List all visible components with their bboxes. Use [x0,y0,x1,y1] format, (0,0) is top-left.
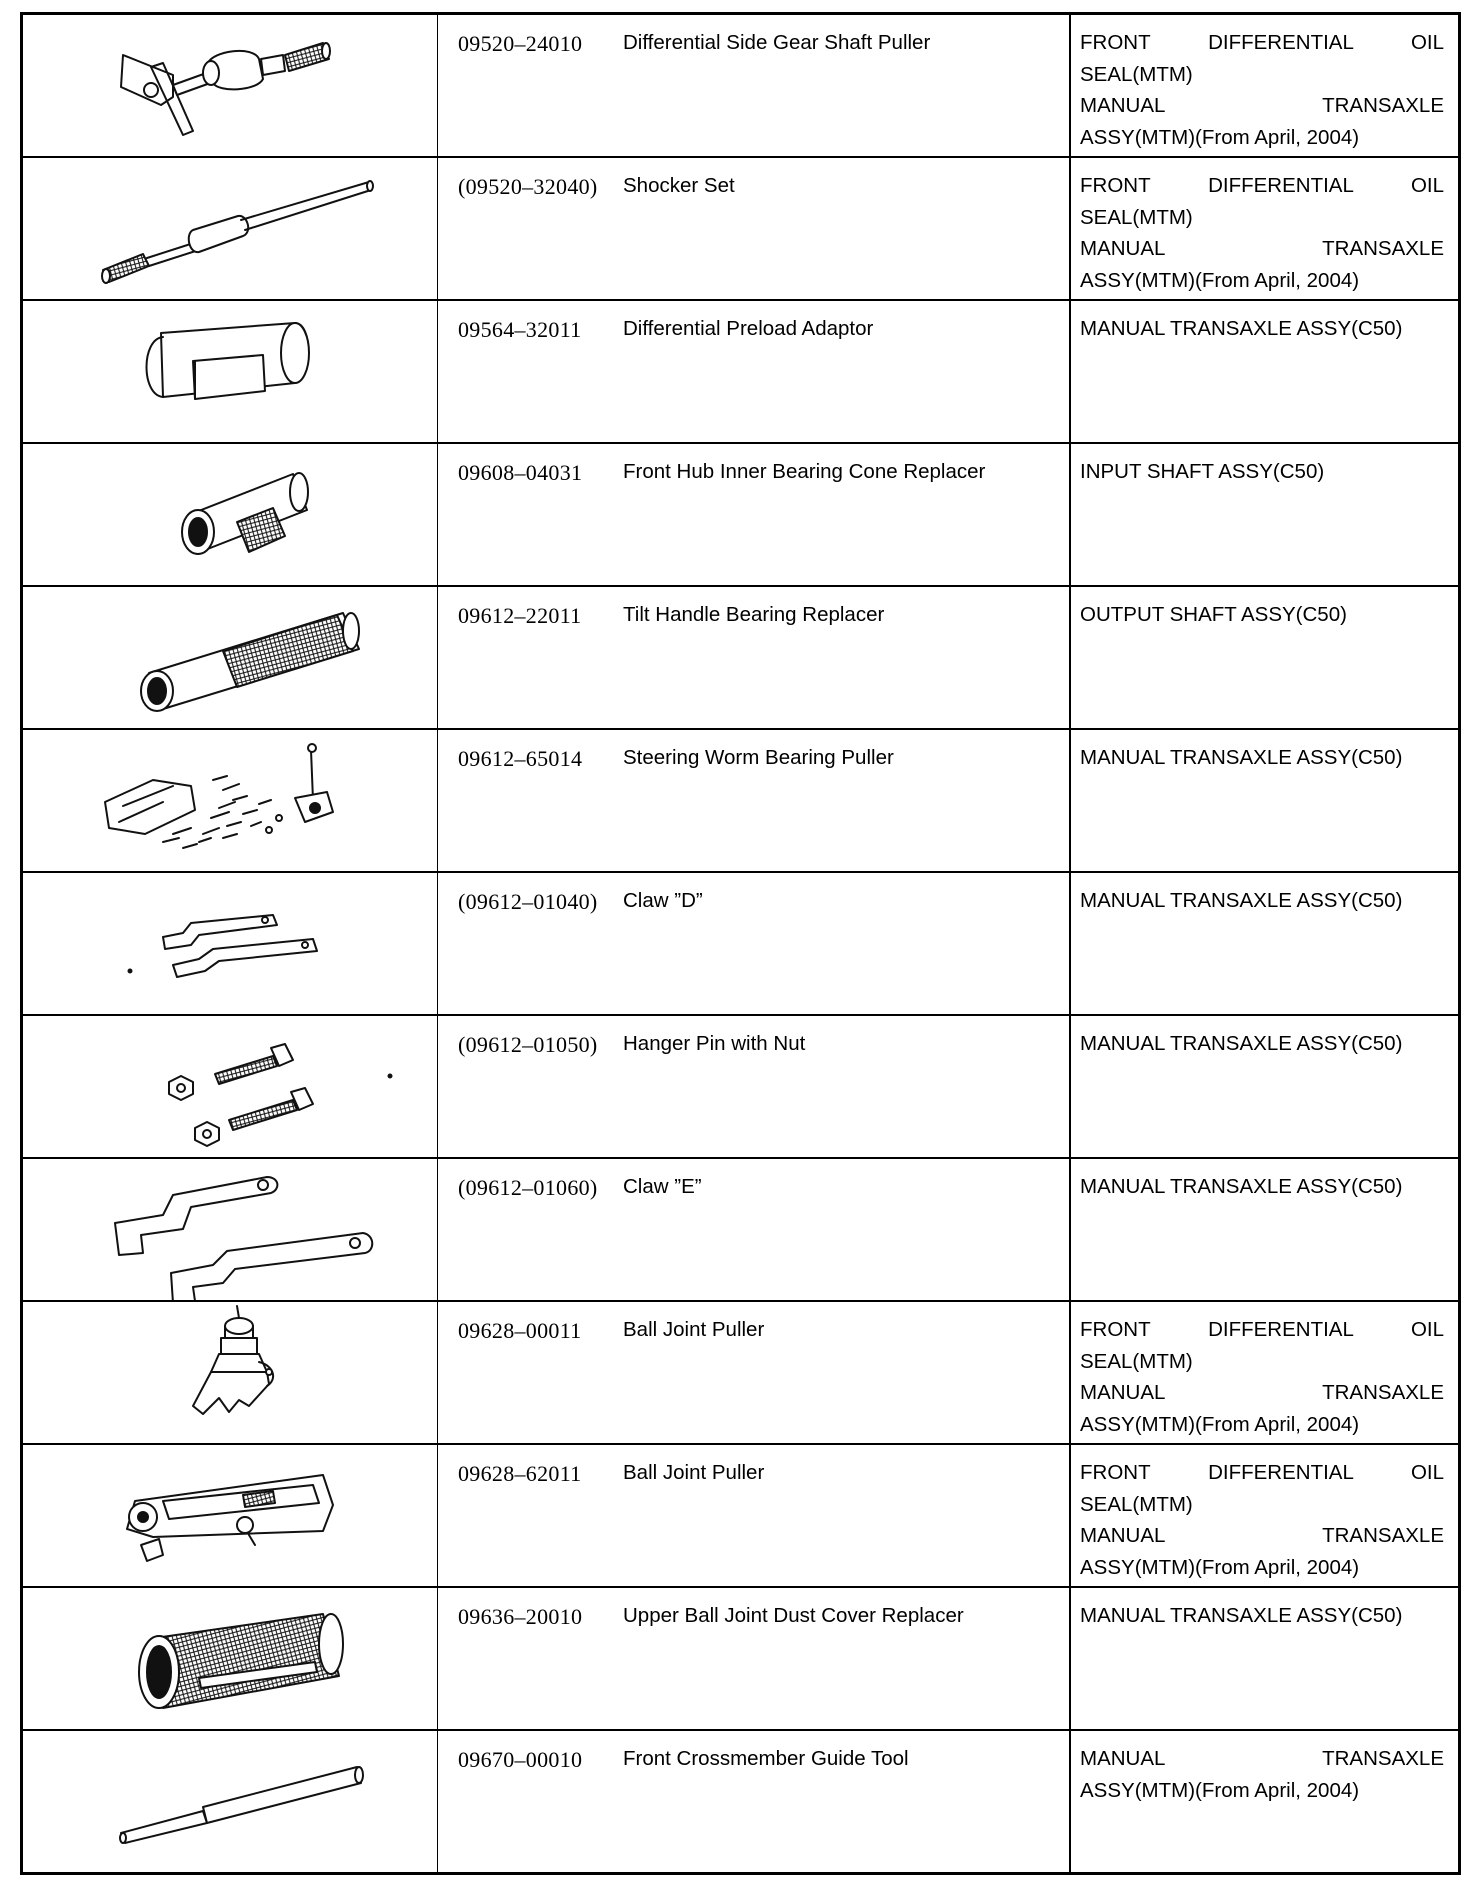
applicable-unit-text [1071,587,1458,631]
part-number: 09520–24010 [458,31,583,56]
applicable-unit-cell [1070,443,1460,586]
tool-name: Differential Side Gear Shaft Puller [623,31,931,54]
applicable-unit-line: MANUAL TRANSAXLE [1080,1381,1444,1404]
applicable-unit-line: MANUAL TRANSAXLE [1080,1524,1444,1547]
part-number-cell [438,586,617,729]
ball-joint-puller-icon [23,1302,437,1443]
applicable-unit-cell [1070,14,1460,158]
applicable-unit-line: OUTPUT SHAFT ASSY(C50) [1080,603,1347,626]
applicable-unit-line: SEAL(MTM) [1080,205,1193,229]
part-number-cell [438,1015,617,1158]
applicable-unit-cell [1070,729,1460,872]
applicable-unit-line: ASSY(MTM)(From April, 2004) [1080,1555,1360,1579]
applicable-unit-line: SEAL(MTM) [1080,62,1193,86]
tool-row [22,157,1460,300]
applicable-unit-line: MANUAL TRANSAXLE ASSY(C50) [1080,746,1403,769]
tool-illustration-cell [22,1730,438,1874]
applicable-unit-text [1071,873,1458,917]
tool-row [22,729,1460,872]
part-number: (09612–01050) [458,1032,598,1057]
applicable-unit-cell [1070,586,1460,729]
tool-row [22,586,1460,729]
tool-illustration-cell [22,1158,438,1301]
tool-row [22,1730,1460,1874]
tool-name: Steering Worm Bearing Puller [623,746,894,769]
tool-illustration-cell [22,14,438,158]
applicable-unit-line: MANUAL TRANSAXLE [1080,94,1444,117]
applicable-unit-line: SEAL(MTM) [1080,1349,1193,1373]
tool-name: Hanger Pin with Nut [623,1032,806,1055]
tool-name: Shocker Set [623,174,735,197]
part-number: (09520–32040) [458,174,598,199]
tool-row [22,1301,1460,1444]
applicable-unit-cell [1070,872,1460,1015]
part-number-cell [438,872,617,1015]
hanger-pin-nut-icon [23,1016,437,1157]
part-number: 09628–62011 [458,1461,582,1486]
applicable-unit-text [1071,1445,1458,1583]
applicable-unit-line: ASSY(MTM)(From April, 2004) [1080,1412,1360,1436]
tool-name-cell [616,872,1070,1015]
part-number: 09628–00011 [458,1318,582,1343]
tool-row [22,1015,1460,1158]
tool-name: Upper Ball Joint Dust Cover Replacer [623,1604,964,1627]
applicable-unit-line: SEAL(MTM) [1080,1492,1193,1516]
part-number-cell [438,14,617,158]
tool-name-cell [616,1444,1070,1587]
claw-e-icon [23,1159,437,1300]
tool-name-cell [616,1587,1070,1730]
tool-name-cell [616,1015,1070,1158]
tool-name: Differential Preload Adaptor [623,317,874,340]
part-number: 09612–65014 [458,746,583,771]
applicable-unit-cell [1070,300,1460,443]
part-number-cell [438,300,617,443]
applicable-unit-line: MANUAL TRANSAXLE [1080,237,1444,260]
tool-illustration-cell [22,729,438,872]
tool-name-cell [616,729,1070,872]
applicable-unit-line: FRONT DIFFERENTIAL OIL [1080,1461,1444,1484]
tool-illustration-cell [22,157,438,300]
tool-name: Tilt Handle Bearing Replacer [623,603,885,626]
tool-name: Front Crossmember Guide Tool [623,1747,909,1770]
tool-illustration-cell [22,872,438,1015]
part-number: 09564–32011 [458,317,582,342]
applicable-unit-text [1071,158,1458,296]
tool-name-cell [616,1158,1070,1301]
bearing-cone-replacer-icon [23,444,437,585]
applicable-unit-cell [1070,1587,1460,1730]
dust-cover-replacer-icon [23,1588,437,1729]
tool-row [22,1158,1460,1301]
applicable-unit-cell [1070,1158,1460,1301]
tool-name: Ball Joint Puller [623,1318,765,1341]
applicable-unit-line: ASSY(MTM)(From April, 2004) [1080,125,1360,149]
special-service-tools-table [20,12,1461,1875]
applicable-unit-cell [1070,157,1460,300]
claw-d-icon [23,873,437,1014]
part-number-cell [438,1444,617,1587]
tool-name: Claw ”E” [623,1175,702,1198]
applicable-unit-line: MANUAL TRANSAXLE ASSY(C50) [1080,1032,1403,1055]
bearing-replacer-icon [23,587,437,728]
applicable-unit-cell [1070,1730,1460,1874]
applicable-unit-line: MANUAL TRANSAXLE ASSY(C50) [1080,889,1403,912]
applicable-unit-text [1071,1588,1458,1632]
part-number: 09636–20010 [458,1604,583,1629]
tool-name: Claw ”D” [623,889,703,912]
applicable-unit-text [1071,1016,1458,1060]
part-number-cell [438,157,617,300]
gear-shaft-puller-icon [23,15,437,156]
tool-row [22,872,1460,1015]
tool-name-cell [616,443,1070,586]
crossmember-guide-tool-icon [23,1731,437,1872]
tool-name: Front Hub Inner Bearing Cone Replacer [623,460,986,483]
tool-name-cell [616,157,1070,300]
preload-adaptor-icon [23,301,437,442]
tool-illustration-cell [22,1015,438,1158]
tool-row [22,1587,1460,1730]
applicable-unit-text [1071,1302,1458,1440]
applicable-unit-line: FRONT DIFFERENTIAL OIL [1080,174,1444,197]
applicable-unit-line: MANUAL TRANSAXLE ASSY(C50) [1080,1175,1403,1198]
part-number-cell [438,443,617,586]
tools-table-body [22,14,1460,1874]
applicable-unit-line: MANUAL TRANSAXLE ASSY(C50) [1080,317,1403,340]
part-number: 09670–00010 [458,1747,583,1772]
tool-name: Ball Joint Puller [623,1461,765,1484]
applicable-unit-line: MANUAL TRANSAXLE ASSY(C50) [1080,1604,1403,1627]
applicable-unit-line: ASSY(MTM)(From April, 2004) [1080,268,1360,292]
tool-row [22,14,1460,158]
tool-name-cell [616,300,1070,443]
tool-name-cell [616,1730,1070,1874]
applicable-unit-cell [1070,1444,1460,1587]
shocker-set-icon [23,158,437,299]
applicable-unit-line: FRONT DIFFERENTIAL OIL [1080,1318,1444,1341]
applicable-unit-line: INPUT SHAFT ASSY(C50) [1080,460,1325,483]
part-number-cell [438,1587,617,1730]
applicable-unit-line: ASSY(MTM)(From April, 2004) [1080,1778,1360,1802]
applicable-unit-text [1071,444,1458,488]
applicable-unit-text [1071,15,1458,153]
tool-illustration-cell [22,300,438,443]
tool-illustration-cell [22,443,438,586]
tool-row [22,300,1460,443]
tool-illustration-cell [22,586,438,729]
tool-name-cell [616,14,1070,158]
part-number-cell [438,1730,617,1874]
part-number: 09612–22011 [458,603,582,628]
part-number-cell [438,1158,617,1301]
applicable-unit-cell [1070,1301,1460,1444]
applicable-unit-text [1071,730,1458,774]
part-number: (09612–01040) [458,889,598,914]
applicable-unit-text [1071,301,1458,345]
applicable-unit-cell [1070,1015,1460,1158]
applicable-unit-line: FRONT DIFFERENTIAL OIL [1080,31,1444,54]
ball-joint-puller-frame-icon [23,1445,437,1586]
part-number: (09612–01060) [458,1175,598,1200]
tool-name-cell [616,1301,1070,1444]
part-number-cell [438,729,617,872]
tool-illustration-cell [22,1301,438,1444]
tool-name-cell [616,586,1070,729]
worm-bearing-puller-kit-icon [23,730,437,871]
part-number-cell [438,1301,617,1444]
tool-row [22,1444,1460,1587]
part-number: 09608–04031 [458,460,583,485]
applicable-unit-text [1071,1159,1458,1203]
tool-illustration-cell [22,1444,438,1587]
tool-row [22,443,1460,586]
applicable-unit-line: MANUAL TRANSAXLE [1080,1747,1444,1770]
applicable-unit-text [1071,1731,1458,1806]
tool-illustration-cell [22,1587,438,1730]
